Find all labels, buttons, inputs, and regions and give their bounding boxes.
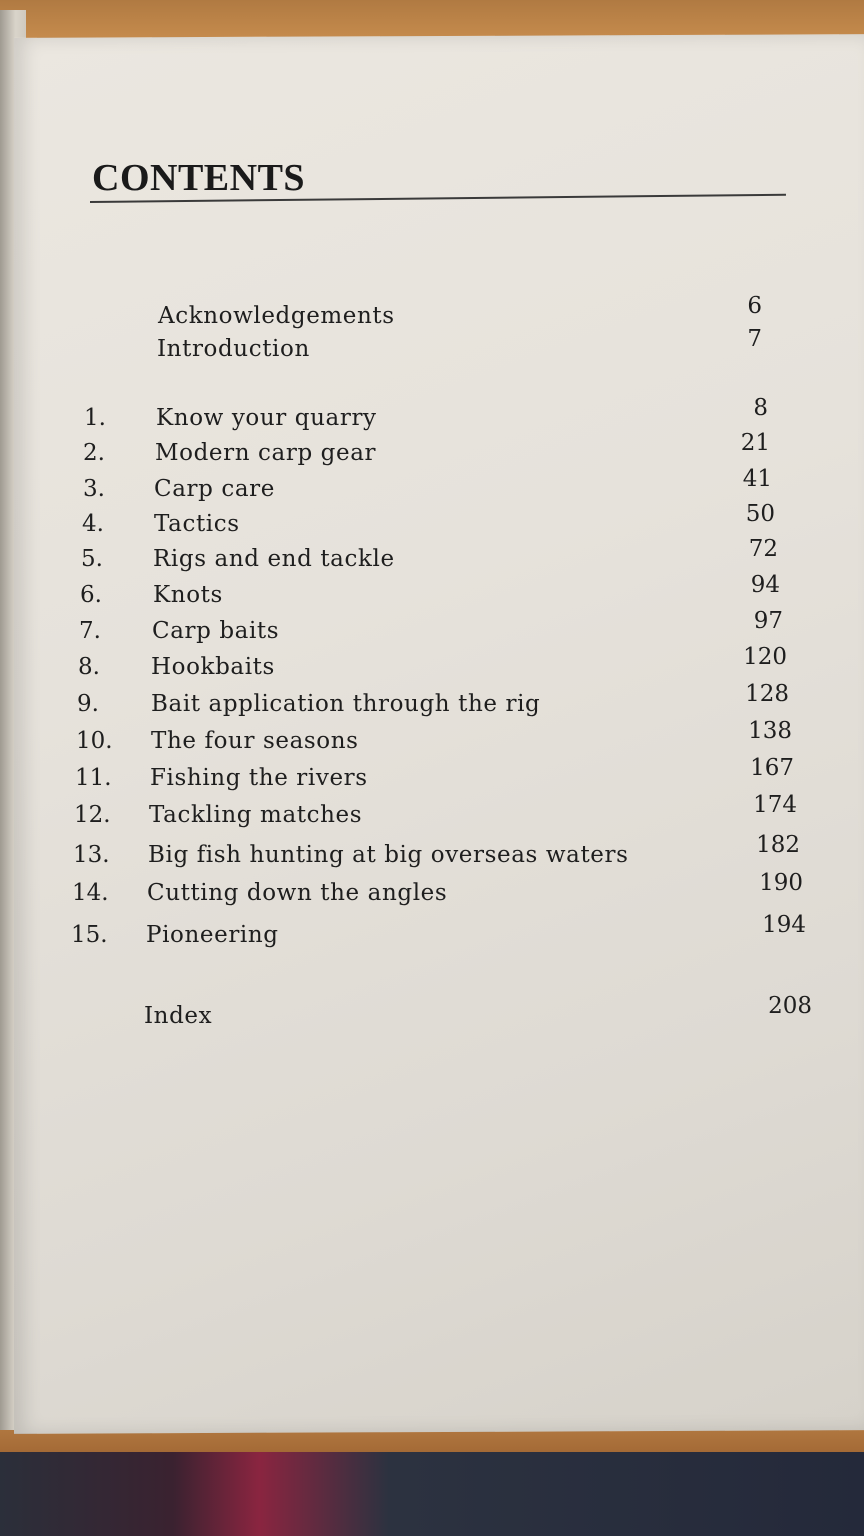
chapter-title: Fishing the rivers xyxy=(150,765,368,791)
chapter-title: Rigs and end tackle xyxy=(153,546,395,572)
toc-entry-introduction xyxy=(0,326,864,372)
chapter-page: 50 xyxy=(745,501,775,527)
chapter-title: Knots xyxy=(153,582,223,608)
chapter-title: Know your quarry xyxy=(156,405,377,431)
chapter-number: 3. xyxy=(83,476,105,502)
chapter-title: Tactics xyxy=(154,511,240,537)
chapter-page: 174 xyxy=(753,792,797,818)
chapter-number: 9. xyxy=(77,691,99,717)
chapter-title: Carp baits xyxy=(152,618,280,644)
toc-chapter-row xyxy=(0,912,864,958)
chapter-page: 97 xyxy=(753,608,783,634)
chapter-number: 7. xyxy=(79,618,101,644)
chapter-title: Pioneering xyxy=(146,922,279,948)
chapter-page: 167 xyxy=(750,755,794,781)
chapter-page: 194 xyxy=(762,912,806,938)
chapter-number: 13. xyxy=(73,842,110,868)
chapter-number: 14. xyxy=(72,880,109,906)
chapter-page: 120 xyxy=(743,644,787,670)
toc-entry-title: Index xyxy=(144,1003,213,1029)
chapter-page: 41 xyxy=(742,466,772,492)
toc-chapter-row xyxy=(0,870,864,916)
chapter-page: 182 xyxy=(756,832,800,858)
toc-entry-index xyxy=(0,993,864,1039)
chapter-number: 12. xyxy=(74,802,111,828)
chapter-title: Big fish hunting at big overseas waters xyxy=(148,842,629,868)
chapter-number: 15. xyxy=(71,922,108,948)
chapter-number: 2. xyxy=(83,440,105,466)
chapter-page: 128 xyxy=(745,681,789,707)
toc-entry-page: 6 xyxy=(747,293,762,319)
chapter-title: Bait application through the rig xyxy=(151,691,541,717)
chapter-number: 4. xyxy=(82,511,104,537)
chapter-page: 8 xyxy=(753,395,768,421)
chapter-page: 190 xyxy=(759,870,803,896)
chapter-title: The four seasons xyxy=(151,728,359,754)
chapter-number: 11. xyxy=(75,765,112,791)
chapter-title: Tackling matches xyxy=(149,802,363,828)
chapter-page: 138 xyxy=(748,718,792,744)
toc-entry-title: Acknowledgements xyxy=(158,303,395,329)
chapter-title: Modern carp gear xyxy=(155,440,377,466)
chapter-number: 8. xyxy=(78,654,100,680)
chapter-page: 72 xyxy=(748,536,778,562)
chapter-title: Carp care xyxy=(154,476,275,502)
chapter-page: 21 xyxy=(740,430,770,456)
toc-entry-page: 208 xyxy=(768,993,812,1019)
toc-entry-title: Introduction xyxy=(157,336,310,362)
chapter-number: 5. xyxy=(81,546,103,572)
chapter-title: Cutting down the angles xyxy=(147,880,448,906)
chapter-page: 94 xyxy=(750,572,780,598)
chapter-number: 1. xyxy=(84,405,106,431)
chapter-title: Hookbaits xyxy=(151,654,275,680)
chapter-number: 6. xyxy=(80,582,102,608)
toc-entry-page: 7 xyxy=(747,326,762,352)
page-title: CONTENTS xyxy=(92,157,306,199)
chapter-number: 10. xyxy=(76,728,113,754)
